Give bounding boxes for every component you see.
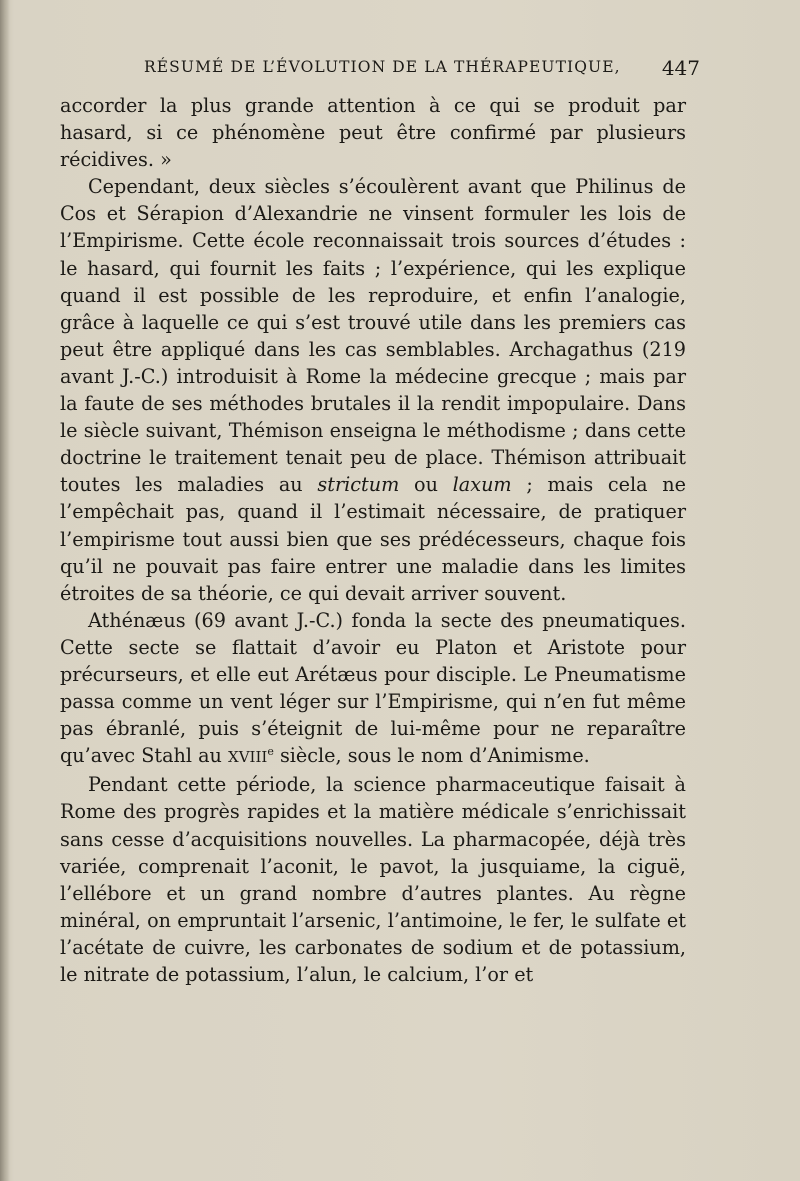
body-text xyxy=(60,92,686,988)
century-superscript: e xyxy=(267,745,274,759)
paragraph-2-end: ; mais cela ne l’empêchait pas, quand il l’estimait nécessaire, de pratiquer l’empirisme tout aussi bien que ses prédécesseurs, chaque fois qu’il ne pouvait pas faire entrer une maladie dans les limites étroites de sa théorie, ce qui devait arriver souvent. xyxy=(60,473,686,605)
page-number: 447 xyxy=(661,56,700,80)
page-gutter-shadow xyxy=(0,0,10,1181)
page-header xyxy=(60,56,700,86)
century-numeral: XVIII xyxy=(228,748,268,767)
italic-term-strictum: strictum xyxy=(317,473,400,497)
running-title: RÉSUMÉ DE L’ÉVOLUTION DE LA THÉRAPEUTIQUE, xyxy=(144,58,621,76)
paragraph-2 xyxy=(60,173,686,607)
paragraph-4: Pendant cette période, la science pharmaceutique faisait à Rome des progrès rapides et la matière médicale s’enrichissait sans cesse d’acquisitions nouvelles. La pharmacopée, déjà très variée, comprenait l’aconit, le pavot, la jusquiame, la ciguë, l’ellébore et un grand nombre d’autres plantes. Au règne minéral, on empruntait l’arsenic, l’antimoine, le fer, le sulfate et l’acétate de cuivre, les carbonates de sodium et de potassium, le nitrate de potassium, l’alun, le calcium, l’or et xyxy=(60,773,686,986)
paragraph-1: accorder la plus grande attention à ce qui se produit par hasard, si ce phénomène peut être confirmé par plusieurs récidives. » xyxy=(60,94,686,172)
paragraph-3-text: Athénæus (69 avant J.-C.) fonda la secte des pneumatiques. Cette secte se flattait d’avoir eu Platon et Aristote pour précurseurs, et elle eut Arétæus pour disciple. Le Pneumatisme passa comme un vent léger sur l’Empirisme, qui n’en fut même pas ébranlé, puis s’éteignit de lui-même pour ne reparaître qu’avec Stahl au xyxy=(60,608,686,768)
conjunction-ou: ou xyxy=(414,473,438,497)
italic-term-laxum: laxum xyxy=(452,473,512,497)
paragraph-3 xyxy=(60,607,686,772)
paragraph-2-text: Cependant, deux siècles s’écoulèrent avant que Philinus de Cos et Sérapion d’Alexandrie ne vinsent formuler les lois de l’Empirisme. Cette école reconnaissait trois sources d’études : le hasard, qui fournit les faits ; l’expérience, qui les explique quand il est possible de les reproduire, et enfin l’analogie, grâce à laquelle ce qui s’est trouvé utile dans les premiers cas peut être appliqué dans les cas semblables. Archagathus (219 avant J.-C.) introduisit à Rome la médecine grecque ; mais par la faute de ses méthodes brutales il la rendit impopulaire. Dans le siècle suivant, Thémison enseigna le méthodisme ; dans cette doctrine le traitement tenait peu de place. Thémison attribuait toutes les maladies au xyxy=(60,175,686,497)
paragraph-3-end: siècle, sous le nom d’Animisme. xyxy=(279,744,590,768)
